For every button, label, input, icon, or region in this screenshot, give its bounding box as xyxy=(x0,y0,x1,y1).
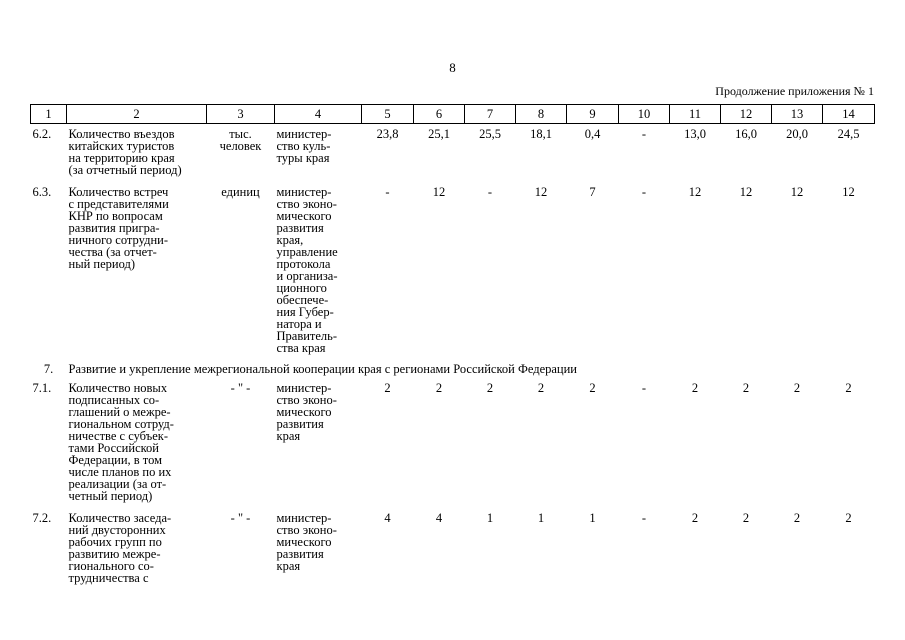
col-header-7: 7 xyxy=(465,105,516,124)
unit: - " - xyxy=(230,381,251,395)
value-cell: 16,0 xyxy=(735,127,757,141)
row-number: 7.1. xyxy=(32,381,52,395)
value-cell: 2 xyxy=(845,511,852,525)
col-header-2: 2 xyxy=(67,105,207,124)
table-row xyxy=(31,508,875,590)
col-header-4: 4 xyxy=(275,105,362,124)
value-cell: - xyxy=(641,381,647,395)
value-cell: - xyxy=(641,127,647,141)
col-header-12: 12 xyxy=(721,105,772,124)
value-cell: 2 xyxy=(742,511,750,525)
value-cell: - xyxy=(641,185,647,199)
indicators-table xyxy=(30,104,875,590)
col-header-10: 10 xyxy=(619,105,670,124)
indicator-name: Количество въездов китайских туристов на территорию края (за отчетный период) xyxy=(68,127,182,177)
responsible: министер- ство куль- туры края xyxy=(276,127,332,165)
row-number: 6.3. xyxy=(32,185,52,199)
value-cell: - xyxy=(385,185,390,199)
continuation-note: Продолжение приложения № 1 xyxy=(715,84,874,98)
value-cell: 2 xyxy=(537,381,545,395)
value-cell: 2 xyxy=(845,381,852,395)
section-number: 7. xyxy=(43,362,54,376)
value-cell: 20,0 xyxy=(786,127,808,141)
value-cell: 7 xyxy=(589,185,596,199)
col-header-1: 1 xyxy=(31,105,67,124)
col-header-14: 14 xyxy=(823,105,875,124)
col-header-13: 13 xyxy=(772,105,823,124)
indicator-name: Количество заседа- ний двусторонних рабочих групп по развитию межре- гионального со- трудничества с xyxy=(68,511,172,585)
section-row xyxy=(31,360,875,378)
responsible: министер- ство эконо- мического развития края, управление протокола и организа- ционного обеспече- ния Губер- натора и Правитель- ства края xyxy=(276,185,338,355)
table-row xyxy=(31,124,875,183)
table-row xyxy=(31,182,875,360)
value-cell: 2 xyxy=(742,381,750,395)
col-header-8: 8 xyxy=(516,105,567,124)
row-number: 6.2. xyxy=(32,127,52,141)
responsible: министер- ство эконо- мического развития края xyxy=(276,381,337,443)
value-cell: - xyxy=(487,185,493,199)
value-cell: 2 xyxy=(486,381,494,395)
col-header-6: 6 xyxy=(414,105,465,124)
row-number: 7.2. xyxy=(32,511,52,525)
value-cell: 1 xyxy=(589,511,596,525)
col-header-3: 3 xyxy=(207,105,275,124)
value-cell: 12 xyxy=(739,185,753,199)
value-cell: 2 xyxy=(793,381,801,395)
table-row xyxy=(31,378,875,508)
value-cell: 2 xyxy=(435,381,443,395)
value-cell: 4 xyxy=(435,511,443,525)
unit: тыс. человек xyxy=(219,127,262,153)
indicator-name: Количество встреч с представителями КНР по вопросам развития пригра- ничного сотрудни- чества (за отчет- ный период) xyxy=(68,185,169,271)
section-title: Развитие и укрепление межрегиональной кооперации края с регионами Российской Федерации xyxy=(68,362,577,376)
unit: - " - xyxy=(230,511,251,525)
unit: единиц xyxy=(221,185,260,199)
value-cell: 12 xyxy=(688,185,702,199)
responsible: министер- ство эконо- мического развития края xyxy=(276,511,337,573)
value-cell: 18,1 xyxy=(530,127,552,141)
value-cell: 2 xyxy=(691,381,699,395)
indicator-name: Количество новых подписанных со- глашений о межре- гиональном сотруд- ничестве с субъек- тами Российской Федерации, в том числе планов по их реализации (за от- четный период) xyxy=(68,381,174,503)
value-cell: 1 xyxy=(537,511,545,525)
value-cell: 2 xyxy=(691,511,699,525)
header-row xyxy=(31,105,875,124)
value-cell: 12 xyxy=(842,185,855,199)
value-cell: - xyxy=(641,511,647,525)
value-cell: 12 xyxy=(790,185,804,199)
value-cell: 25,5 xyxy=(479,127,501,141)
col-header-5: 5 xyxy=(362,105,414,124)
value-cell: 2 xyxy=(589,381,596,395)
value-cell: 13,0 xyxy=(684,127,706,141)
value-cell: 24,5 xyxy=(837,127,860,141)
value-cell: 1 xyxy=(486,511,494,525)
col-header-9: 9 xyxy=(567,105,619,124)
value-cell: 12 xyxy=(534,185,548,199)
value-cell: 12 xyxy=(432,185,446,199)
value-cell: 4 xyxy=(384,511,391,525)
value-cell: 25,1 xyxy=(428,127,450,141)
value-cell: 2 xyxy=(793,511,801,525)
value-cell: 0,4 xyxy=(584,127,601,141)
page-number: 8 xyxy=(449,60,456,75)
col-header-11: 11 xyxy=(670,105,721,124)
value-cell: 23,8 xyxy=(376,127,399,141)
value-cell: 2 xyxy=(384,381,391,395)
